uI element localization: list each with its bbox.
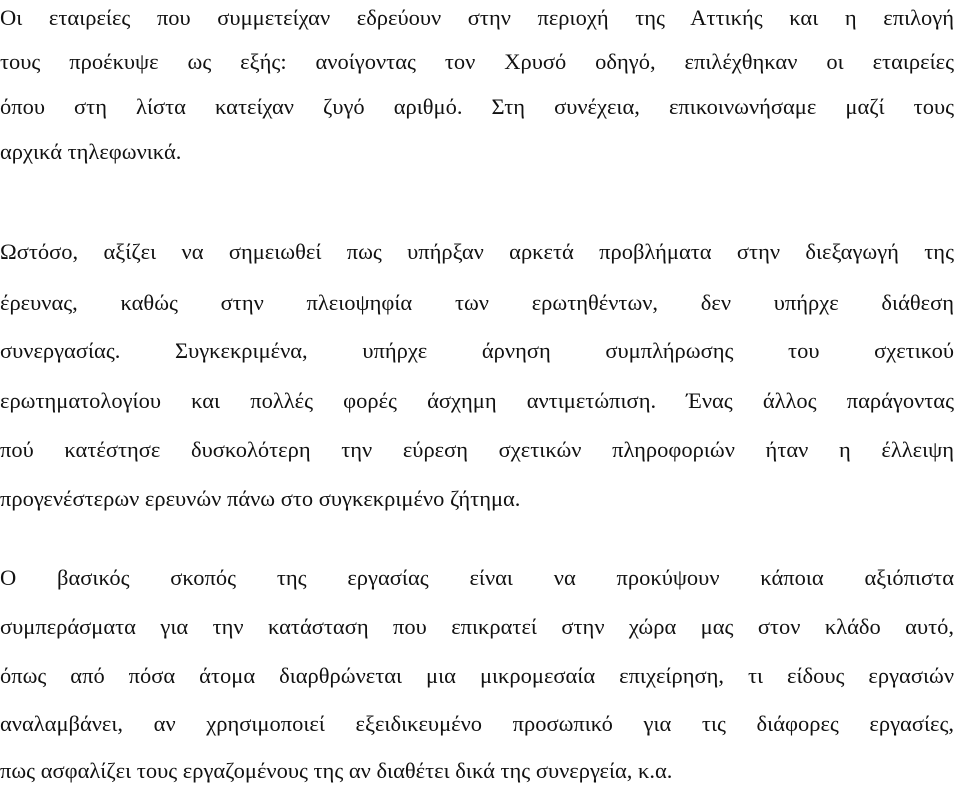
text-line: συνεργασίας. Συγκεκριμένα, υπήρχε άρνηση συμπλήρωσης του σχετικού — [0, 338, 954, 363]
text-line: έρευνας, καθώς στην πλειοψηφία των ερωτηθέντων, δεν υπήρχε διάθεση — [0, 290, 954, 315]
text-line: πως ασφαλίζει τους εργαζομένους της αν διαθέτει δικά της συνεργεία, κ.α. — [0, 758, 673, 783]
text-line: συμπεράσματα για την κατάσταση που επικρατεί στην χώρα μας στον κλάδο αυτό, — [0, 614, 954, 639]
text-line: πού κατέστησε δυσκολότερη την εύρεση σχετικών πληροφοριών ήταν η έλλειψη — [0, 437, 954, 462]
text-line: Ωστόσο, αξίζει να σημειωθεί πως υπήρξαν αρκετά προβλήματα στην διεξαγωγή της — [0, 239, 954, 264]
text-line: Οι εταιρείες που συμμετείχαν εδρεύουν στην περιοχή της Αττικής και η επιλογή — [0, 5, 954, 30]
text-line: αναλαμβάνει, αν χρησιμοποιεί εξειδικευμένο προσωπικό για τις διάφορες εργασίες, — [0, 711, 954, 736]
text-line: ερωτηματολογίου και πολλές φορές άσχημη αντιμετώπιση. Ένας άλλος παράγοντας — [0, 388, 954, 413]
text-line: τους προέκυψε ως εξής: ανοίγοντας τον Χρυσό οδηγό, επιλέχθηκαν οι εταιρείες — [0, 49, 954, 74]
text-line: αρχικά τηλεφωνικά. — [0, 139, 182, 164]
text-line: προγενέστερων ερευνών πάνω στο συγκεκριμένο ζήτημα. — [0, 486, 521, 511]
text-line: όπου στη λίστα κατείχαν ζυγό αριθμό. Στη συνέχεια, επικοινωνήσαμε μαζί τους — [0, 94, 954, 119]
text-line: όπως από πόσα άτομα διαρθρώνεται μια μικρομεσαία επιχείρηση, τι είδους εργασιών — [0, 663, 954, 688]
text-line: Ο βασικός σκοπός της εργασίας είναι να προκύψουν κάποια αξιόπιστα — [0, 565, 954, 590]
